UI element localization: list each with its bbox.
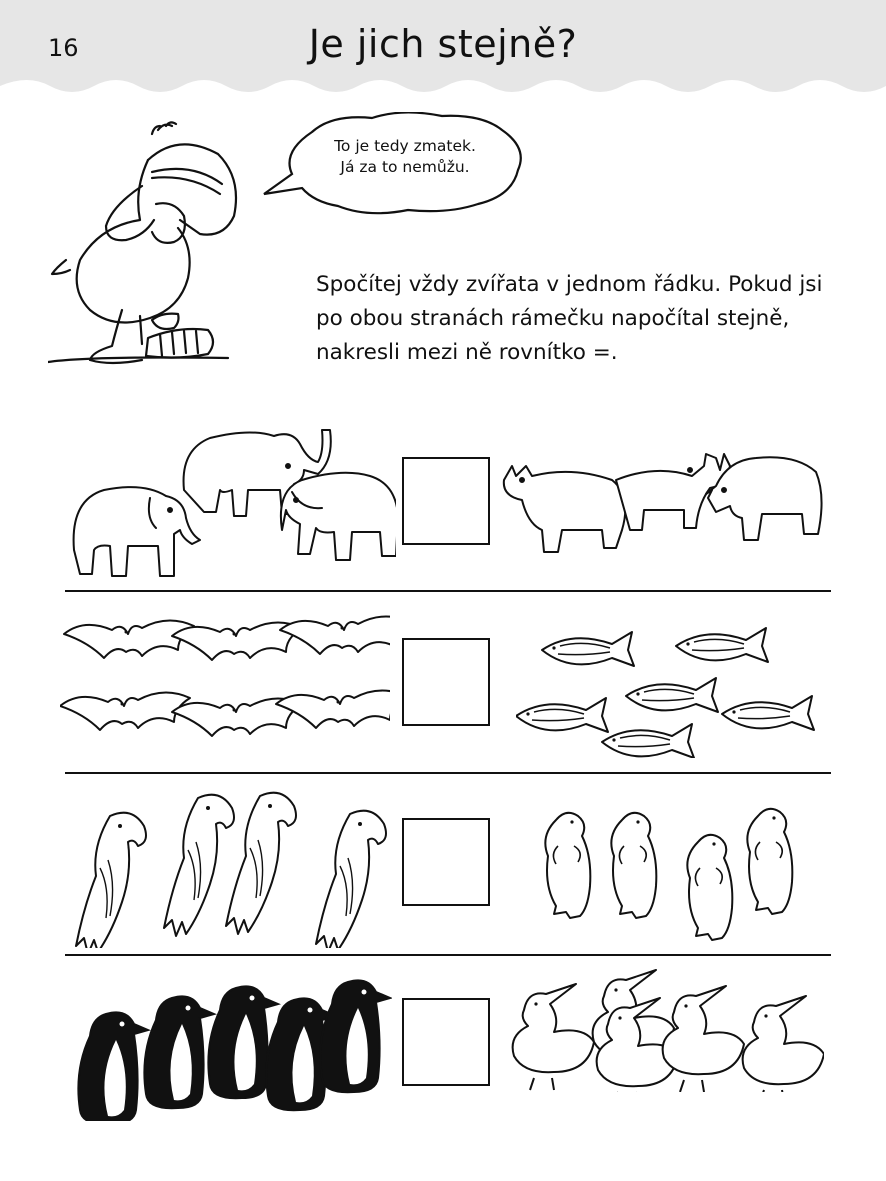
fish-icon xyxy=(676,628,768,662)
bat-icon xyxy=(276,690,390,728)
speech-line-1: To je tedy zmatek. xyxy=(334,137,476,155)
bird-icon xyxy=(48,120,243,370)
pelican-icon xyxy=(513,984,594,1090)
answer-box-3[interactable] xyxy=(402,818,490,906)
rhino-icon xyxy=(504,466,626,552)
elephant-icon xyxy=(74,487,200,576)
exercise-row-1 xyxy=(0,410,886,592)
parrot-icon xyxy=(226,793,296,934)
penguin-icon xyxy=(78,1012,148,1121)
parrot-icon xyxy=(316,811,386,948)
parrot-icon xyxy=(164,795,234,936)
bat-icon xyxy=(60,692,190,730)
parrot-group xyxy=(70,788,390,948)
answer-box-4[interactable] xyxy=(402,998,490,1086)
speech-bubble-text xyxy=(300,136,510,178)
exercise-row-4 xyxy=(0,956,886,1126)
pelican-icon xyxy=(663,986,744,1092)
bat-group xyxy=(60,600,390,760)
pelican-group xyxy=(504,962,824,1092)
speech-line-2: Já za to nemůžu. xyxy=(340,158,470,176)
bat-icon xyxy=(64,620,194,658)
instructions-text: Spočítej vždy zvířata v jednom řádku. Pokud jsi po obou stranách rámečku napočítal stejně, nakresli mezi ně rovnítko =. xyxy=(316,272,823,365)
page-title: Je jich stejně? xyxy=(308,22,578,66)
fish-icon xyxy=(516,698,608,732)
prairie-dog-icon xyxy=(611,813,656,918)
bat-icon xyxy=(280,616,390,654)
elephant-icon xyxy=(281,473,396,560)
pelican-icon xyxy=(743,996,824,1092)
exercise-row-3 xyxy=(0,774,886,956)
page-number: 16 xyxy=(48,34,79,62)
answer-box-2[interactable] xyxy=(402,638,490,726)
prairie-dog-icon xyxy=(747,809,792,914)
rhino-group xyxy=(500,440,830,570)
prairie-dog-icon xyxy=(687,835,732,940)
exercise-row-2 xyxy=(0,592,886,774)
fish-icon xyxy=(602,724,694,758)
elephant-group xyxy=(66,420,396,585)
page-header xyxy=(0,0,886,100)
fish-icon xyxy=(722,696,814,730)
fish-group xyxy=(516,608,836,758)
fish-icon xyxy=(542,632,634,666)
answer-box-1[interactable] xyxy=(402,457,490,545)
penguin-icon xyxy=(320,980,390,1092)
prairie-dog-icon xyxy=(545,813,590,918)
penguin-icon xyxy=(144,996,214,1108)
fish-icon xyxy=(626,678,718,712)
prairie-dog-group xyxy=(534,796,804,946)
parrot-icon xyxy=(76,813,146,948)
penguin-group xyxy=(72,976,392,1121)
